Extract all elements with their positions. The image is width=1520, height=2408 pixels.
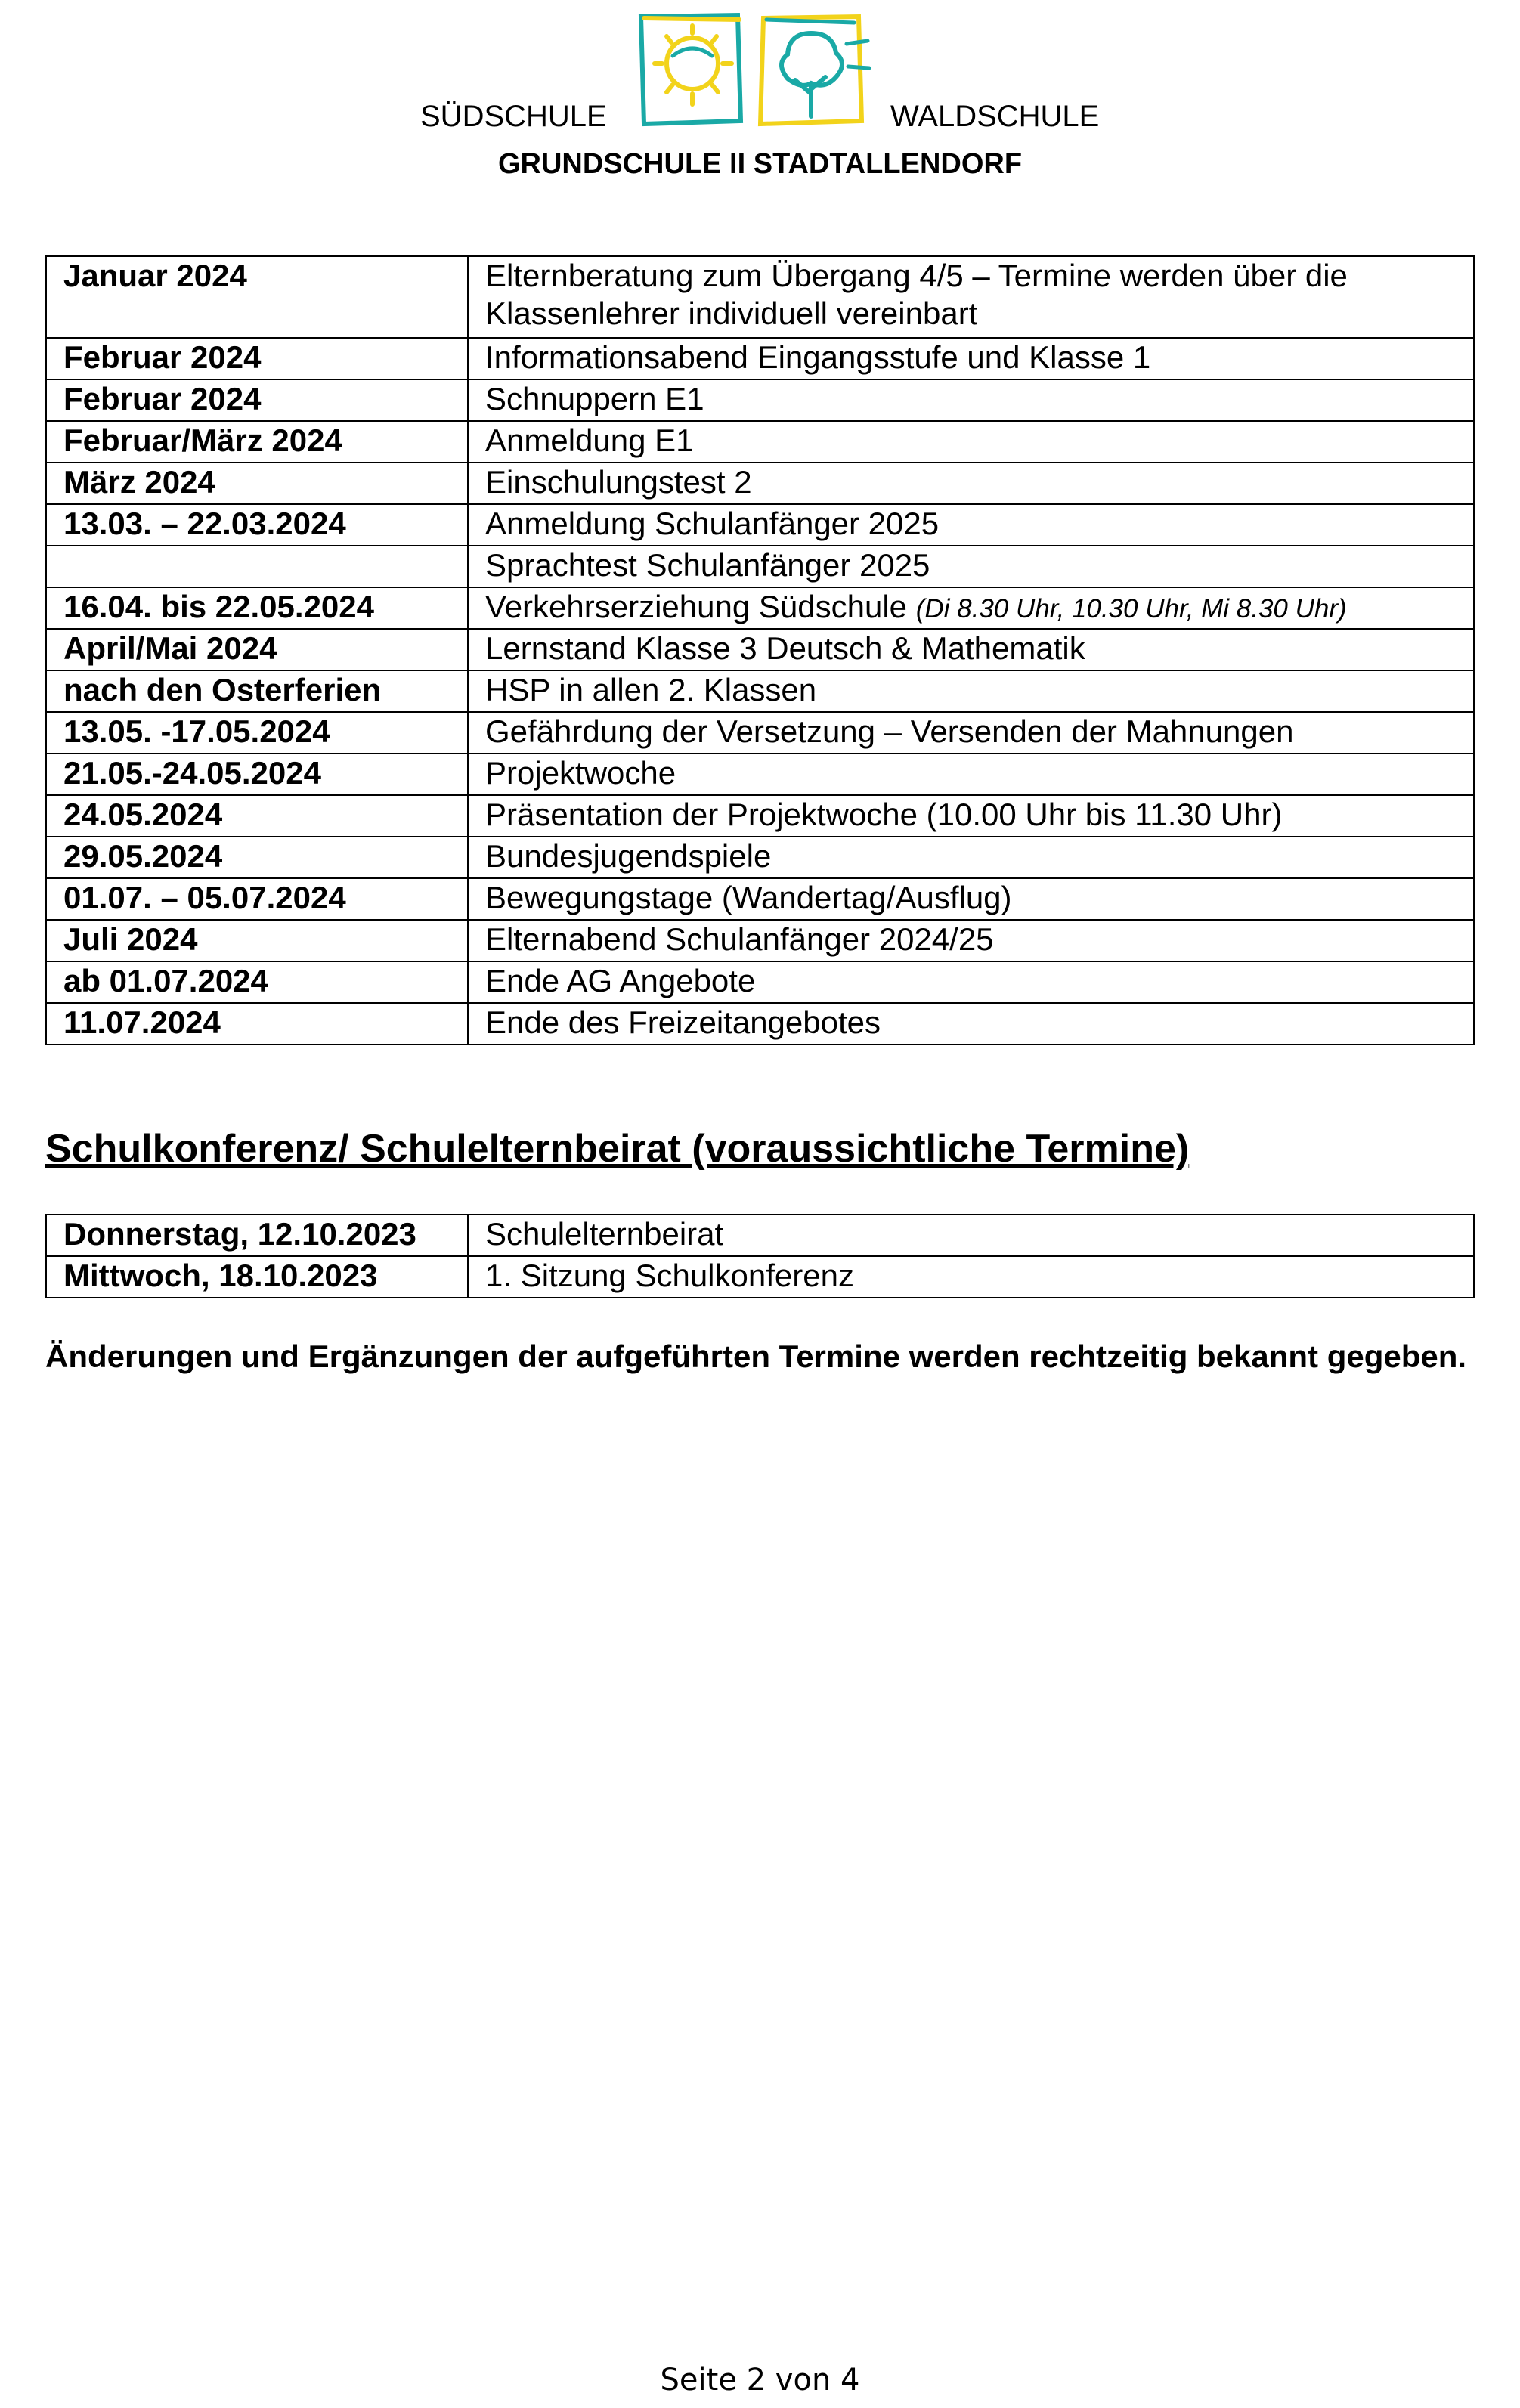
table-row	[46, 1256, 1474, 1298]
date-cell: 21.05.-24.05.2024	[46, 754, 468, 795]
description-cell	[468, 1256, 1474, 1298]
table-row	[46, 629, 1474, 670]
description-cell	[468, 961, 1474, 1003]
table-row	[46, 338, 1474, 379]
date-cell: April/Mai 2024	[46, 629, 468, 670]
table-row	[46, 961, 1474, 1003]
school-subtitle: GRUNDSCHULE II STADTALLENDORF	[497, 148, 1023, 180]
conference-section-title: Schulkonferenz/ Schulelternbeirat (voraussichtliche Termine)	[45, 1127, 1190, 1171]
description-text: Anmeldung Schulanfänger 2025	[485, 506, 940, 541]
description-text: Gefährdung der Versetzung – Versenden der Mahnungen	[485, 713, 1294, 749]
date-cell	[46, 546, 468, 587]
table-row	[46, 504, 1474, 546]
description-cell	[468, 1003, 1474, 1045]
date-cell: 24.05.2024	[46, 795, 468, 837]
date-cell: ab 01.07.2024	[46, 961, 468, 1003]
description-cell	[468, 256, 1474, 338]
school-name-right: WALDSCHULE	[890, 100, 1100, 133]
date-cell: 13.03. – 22.03.2024	[46, 504, 468, 546]
description-cell	[468, 754, 1474, 795]
table-row	[46, 546, 1474, 587]
description-cell	[468, 338, 1474, 379]
description-text: Schnuppern E1	[485, 381, 704, 416]
table-row	[46, 1003, 1474, 1045]
table-row	[46, 712, 1474, 754]
date-cell: Februar/März 2024	[46, 421, 468, 463]
table-row	[46, 587, 1474, 629]
description-text: Lernstand Klasse 3 Deutsch & Mathematik	[485, 630, 1085, 666]
date-cell: Januar 2024	[46, 256, 468, 338]
table-row	[46, 463, 1474, 504]
description-text: Ende des Freizeitangebotes	[485, 1004, 881, 1040]
date-cell: März 2024	[46, 463, 468, 504]
description-cell	[468, 504, 1474, 546]
description-cell	[468, 920, 1474, 961]
description-cell	[468, 421, 1474, 463]
table-row	[46, 670, 1474, 712]
description-text: Einschulungstest 2	[485, 464, 752, 500]
description-text: Informationsabend Eingangsstufe und Klasse 1	[485, 339, 1151, 375]
description-text: Elternabend Schulanfänger 2024/25	[485, 921, 994, 957]
table-row	[46, 421, 1474, 463]
description-cell	[468, 712, 1474, 754]
schedule-table	[45, 255, 1475, 1045]
date-cell: 01.07. – 05.07.2024	[46, 878, 468, 920]
description-text: Anmeldung E1	[485, 422, 694, 458]
date-cell: 13.05. -17.05.2024	[46, 712, 468, 754]
description-cell	[468, 795, 1474, 837]
date-cell: Juli 2024	[46, 920, 468, 961]
table-row	[46, 1215, 1474, 1256]
description-text: HSP in allen 2. Klassen	[485, 672, 817, 707]
description-text: Bewegungstage (Wandertag/Ausflug)	[485, 880, 1012, 915]
description-cell	[468, 587, 1474, 629]
description-cell	[468, 837, 1474, 878]
date-cell: 16.04. bis 22.05.2024	[46, 587, 468, 629]
date-cell: Donnerstag, 12.10.2023	[46, 1215, 468, 1256]
description-cell	[468, 1215, 1474, 1256]
school-name-left: SÜDSCHULE	[420, 100, 607, 133]
table-row	[46, 379, 1474, 421]
description-cell	[468, 463, 1474, 504]
description-text: Präsentation der Projektwoche (10.00 Uhr bis 11.30 Uhr)	[485, 797, 1283, 832]
table-row	[46, 256, 1474, 338]
date-cell: Februar 2024	[46, 379, 468, 421]
table-row	[46, 754, 1474, 795]
time-note: (Di 8.30 Uhr, 10.30 Uhr, Mi 8.30 Uhr)	[915, 594, 1347, 624]
date-cell: 11.07.2024	[46, 1003, 468, 1045]
school-logo-icon	[627, 11, 877, 132]
description-text: Verkehrserziehung Südschule	[485, 589, 908, 624]
date-cell: Mittwoch, 18.10.2023	[46, 1256, 468, 1298]
changes-notice: Änderungen und Ergänzungen der aufgeführten Termine werden rechtzeitig bekannt gegeben.	[45, 1339, 1467, 1374]
table-row	[46, 920, 1474, 961]
description-cell	[468, 546, 1474, 587]
description-text: Bundesjugendspiele	[485, 838, 772, 874]
table-row	[46, 795, 1474, 837]
description-text: Schulelternbeirat	[485, 1216, 724, 1252]
description-cell	[468, 878, 1474, 920]
description-text: Elternberatung zum Übergang 4/5 – Termine werden über die Klassenlehrer individuell vereinbart	[485, 258, 1348, 331]
letterhead	[0, 0, 1520, 197]
table-row	[46, 878, 1474, 920]
table-row	[46, 837, 1474, 878]
date-cell: nach den Osterferien	[46, 670, 468, 712]
date-cell: 29.05.2024	[46, 837, 468, 878]
description-text: Sprachtest Schulanfänger 2025	[485, 547, 930, 583]
description-cell	[468, 670, 1474, 712]
description-text: Ende AG Angebote	[485, 963, 756, 998]
conference-table	[45, 1214, 1475, 1298]
description-cell	[468, 379, 1474, 421]
description-text: Projektwoche	[485, 755, 676, 791]
date-cell: Februar 2024	[46, 338, 468, 379]
description-text: 1. Sitzung Schulkonferenz	[485, 1258, 854, 1293]
page-number: Seite 2 von 4	[660, 2363, 860, 2397]
description-cell	[468, 629, 1474, 670]
